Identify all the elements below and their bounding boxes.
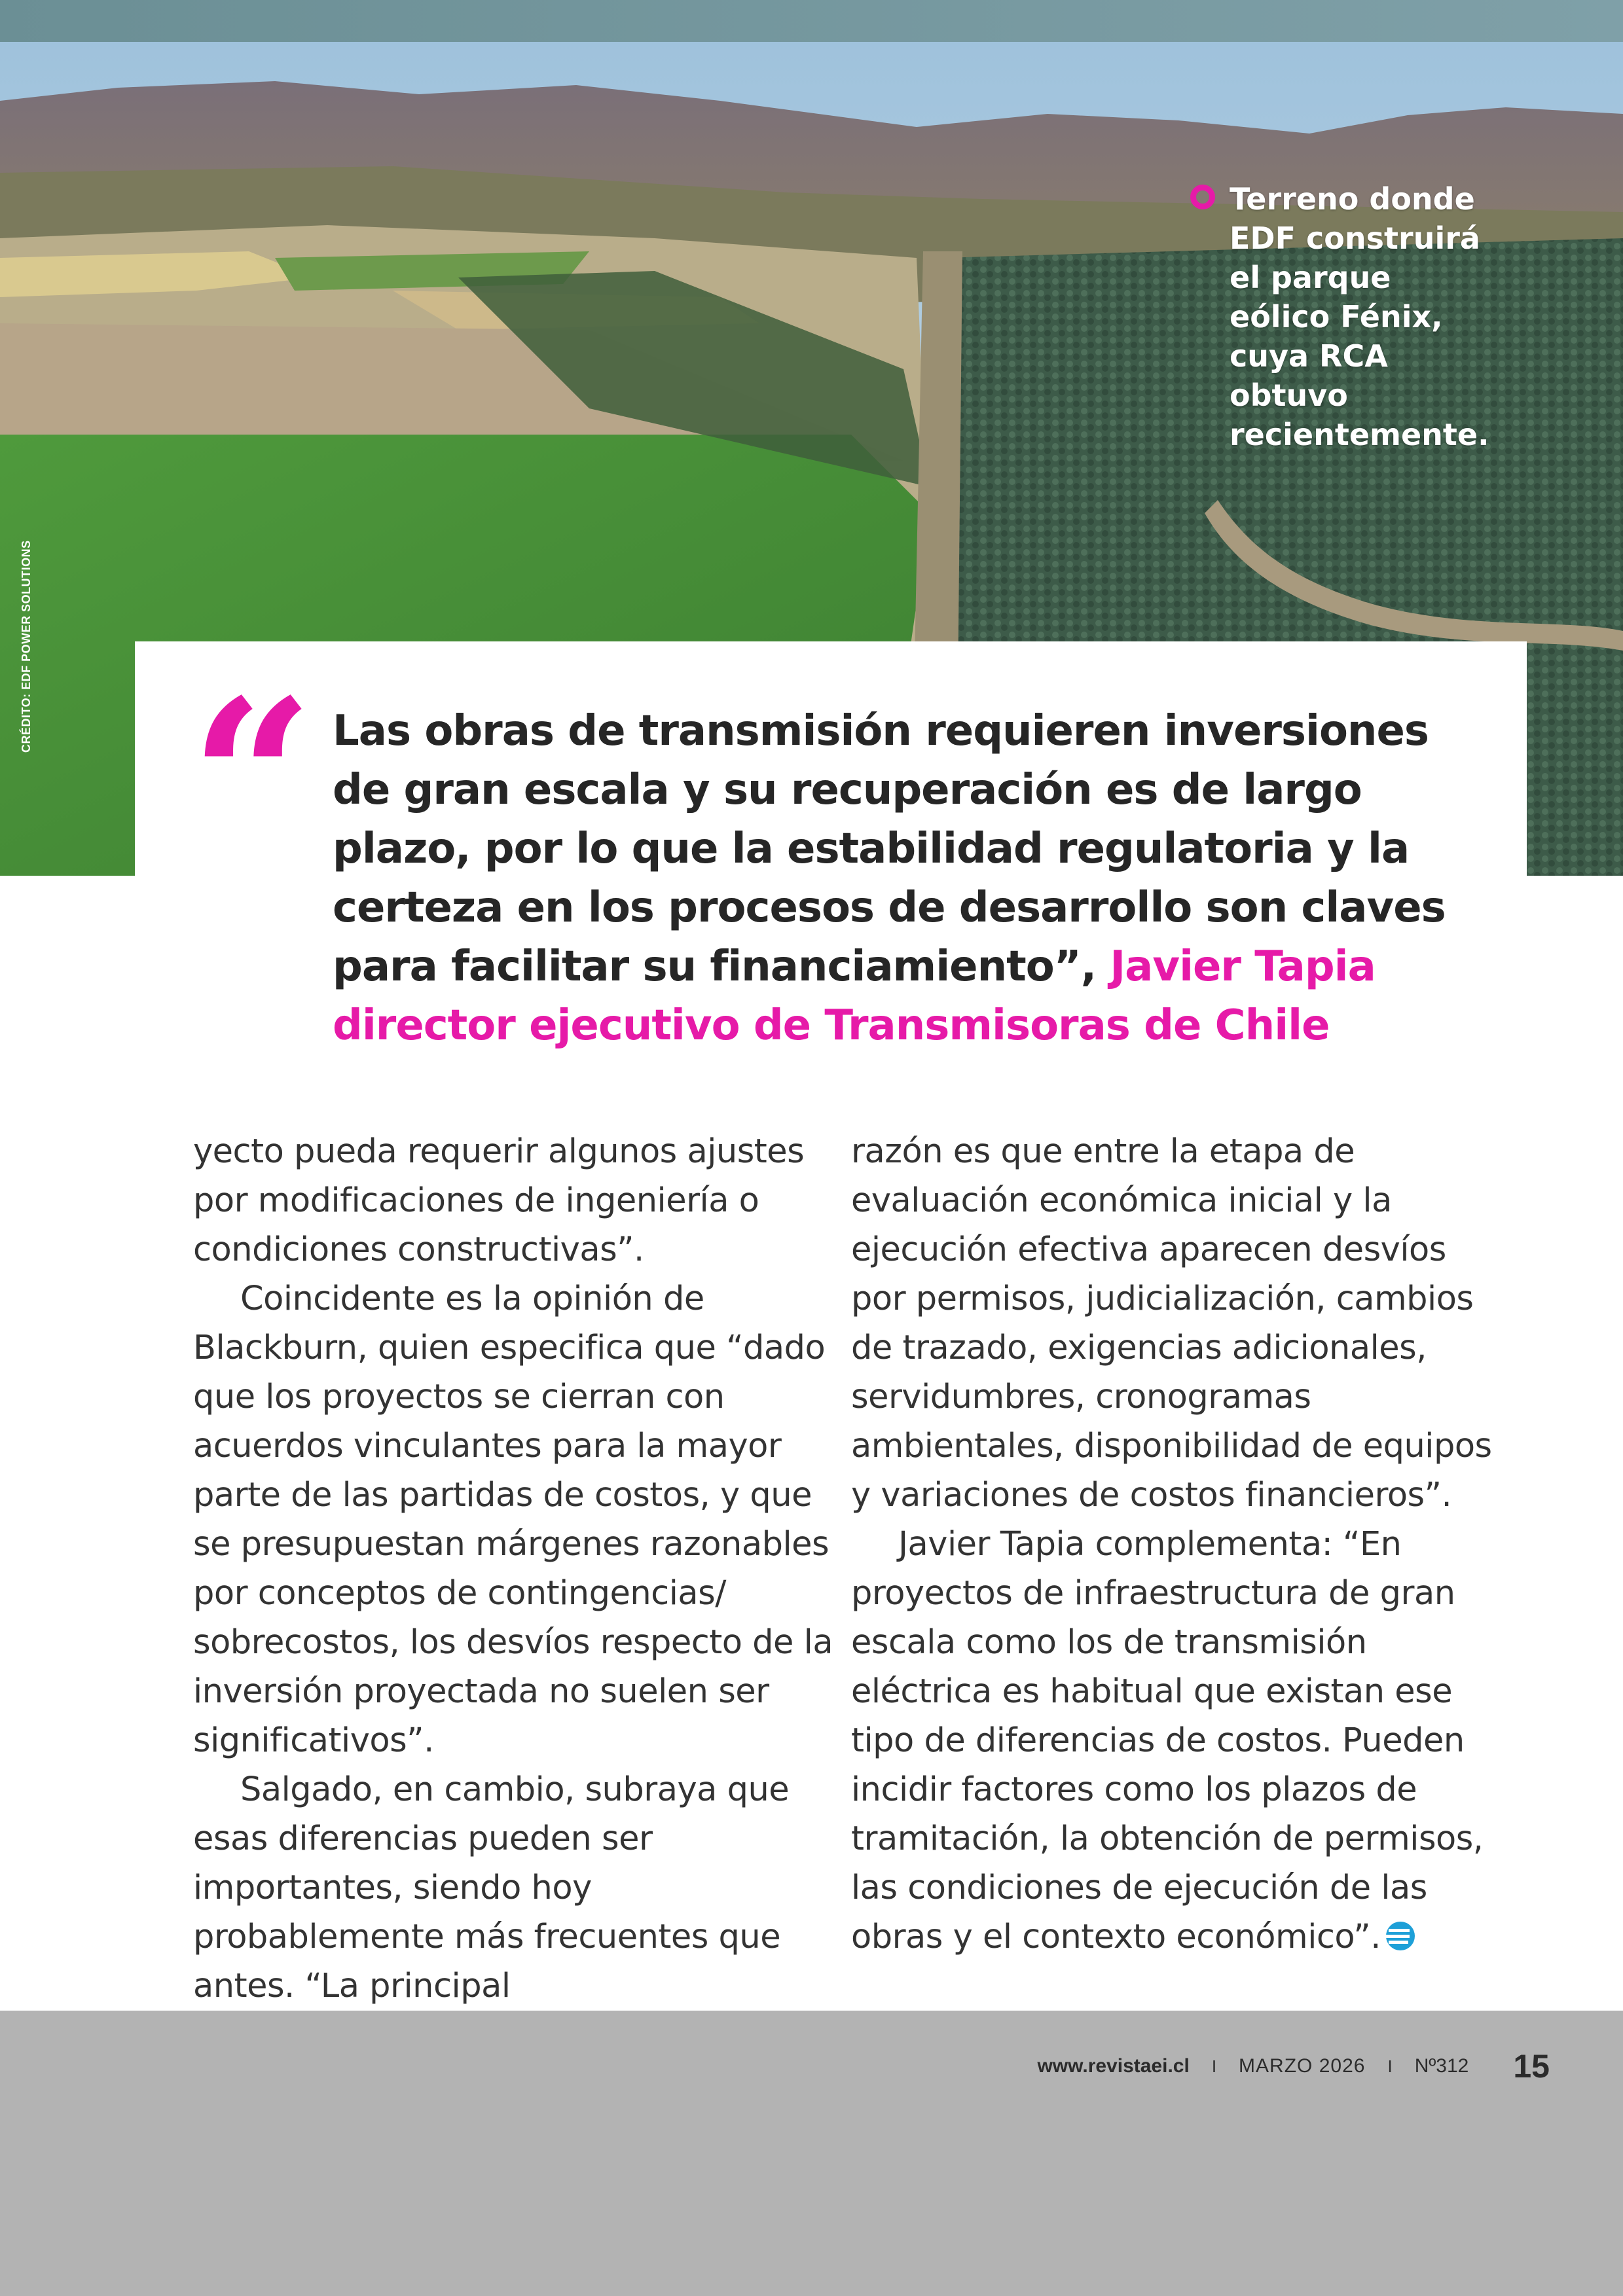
paragraph: yecto pueda requerir algunos ajustes por modificaciones de ingeniería o condiciones constructivas”. xyxy=(193,1132,805,1269)
pull-quote-text: Las obras de transmisión requieren inversiones de gran escala y su recuperación es de largo plazo, por lo que la estabilidad regulatoria y la certeza en los procesos de desarrollo son claves para facilitar su financiamiento”, xyxy=(333,707,1446,991)
body-column-left xyxy=(193,1127,841,2011)
folio xyxy=(1037,2047,1550,2085)
paragraph-text: Javier Tapia complementa: “En proyectos de infraestructura de gran escala como los de transmisión eléctrica es habitual que existan ese tipo de diferencias de costos. Pueden incidir factores como los plazos de tramitación, la obtención de permisos, las condiciones de ejecución de las obras y el contexto económico”. xyxy=(851,1525,1484,1956)
pull-quote-attribution: Javier Tapia director ejecutivo de Transmisoras de Chile xyxy=(333,942,1376,1050)
end-of-article-icon xyxy=(1385,1920,1416,1952)
paragraph: Coincidente es la opinión de Blackburn, quien especifica que “dado que los proyectos se cierran con acuerdos vinculantes para la mayor parte de las partidas de costos, y que se presupuestan márgenes razonables por conceptos de contingencias/ sobrecostos, los desvíos respecto de la inversión proyectada no suelen ser significativos”. xyxy=(193,1280,833,1760)
footer-separator: I xyxy=(1211,2056,1217,2076)
paragraph-final xyxy=(851,1520,1499,1962)
body-column-right xyxy=(851,1127,1499,1962)
page-number: 15 xyxy=(1513,2048,1550,2085)
top-strip xyxy=(0,0,1623,42)
paragraph: Salgado, en cambio, subraya que esas diferencias pueden ser importantes, siendo hoy probablemente más frecuentes que antes. “La principal xyxy=(193,1770,790,2005)
footer-site-link[interactable]: www.revistaei.cl xyxy=(1037,2055,1190,2077)
quote-mark-icon: “ xyxy=(190,652,314,906)
caption-text: Terreno donde EDF construirá el parque eólico Fénix, cuya RCA obtuvo recientemente. xyxy=(1230,181,1489,452)
paragraph: razón es que entre la etapa de evaluación económica inicial y la ejecución efectiva aparecen desvíos por permisos, judicialización, cambios de trazado, exigencias adicionales, servidumbres, cronogramas ambientales, disponibilidad de equipos y variaciones de costos financieros”. xyxy=(851,1132,1492,1515)
footer-month: MARZO 2026 xyxy=(1239,2055,1366,2077)
footer-separator: I xyxy=(1387,2056,1393,2076)
footer-issue: Nº312 xyxy=(1414,2055,1469,2077)
photo-caption xyxy=(1190,179,1489,454)
photo-credit: CRÉDITO: EDF POWER SOLUTIONS xyxy=(20,540,33,753)
pull-quote xyxy=(333,702,1478,1055)
caption-bullet-icon xyxy=(1190,185,1215,209)
